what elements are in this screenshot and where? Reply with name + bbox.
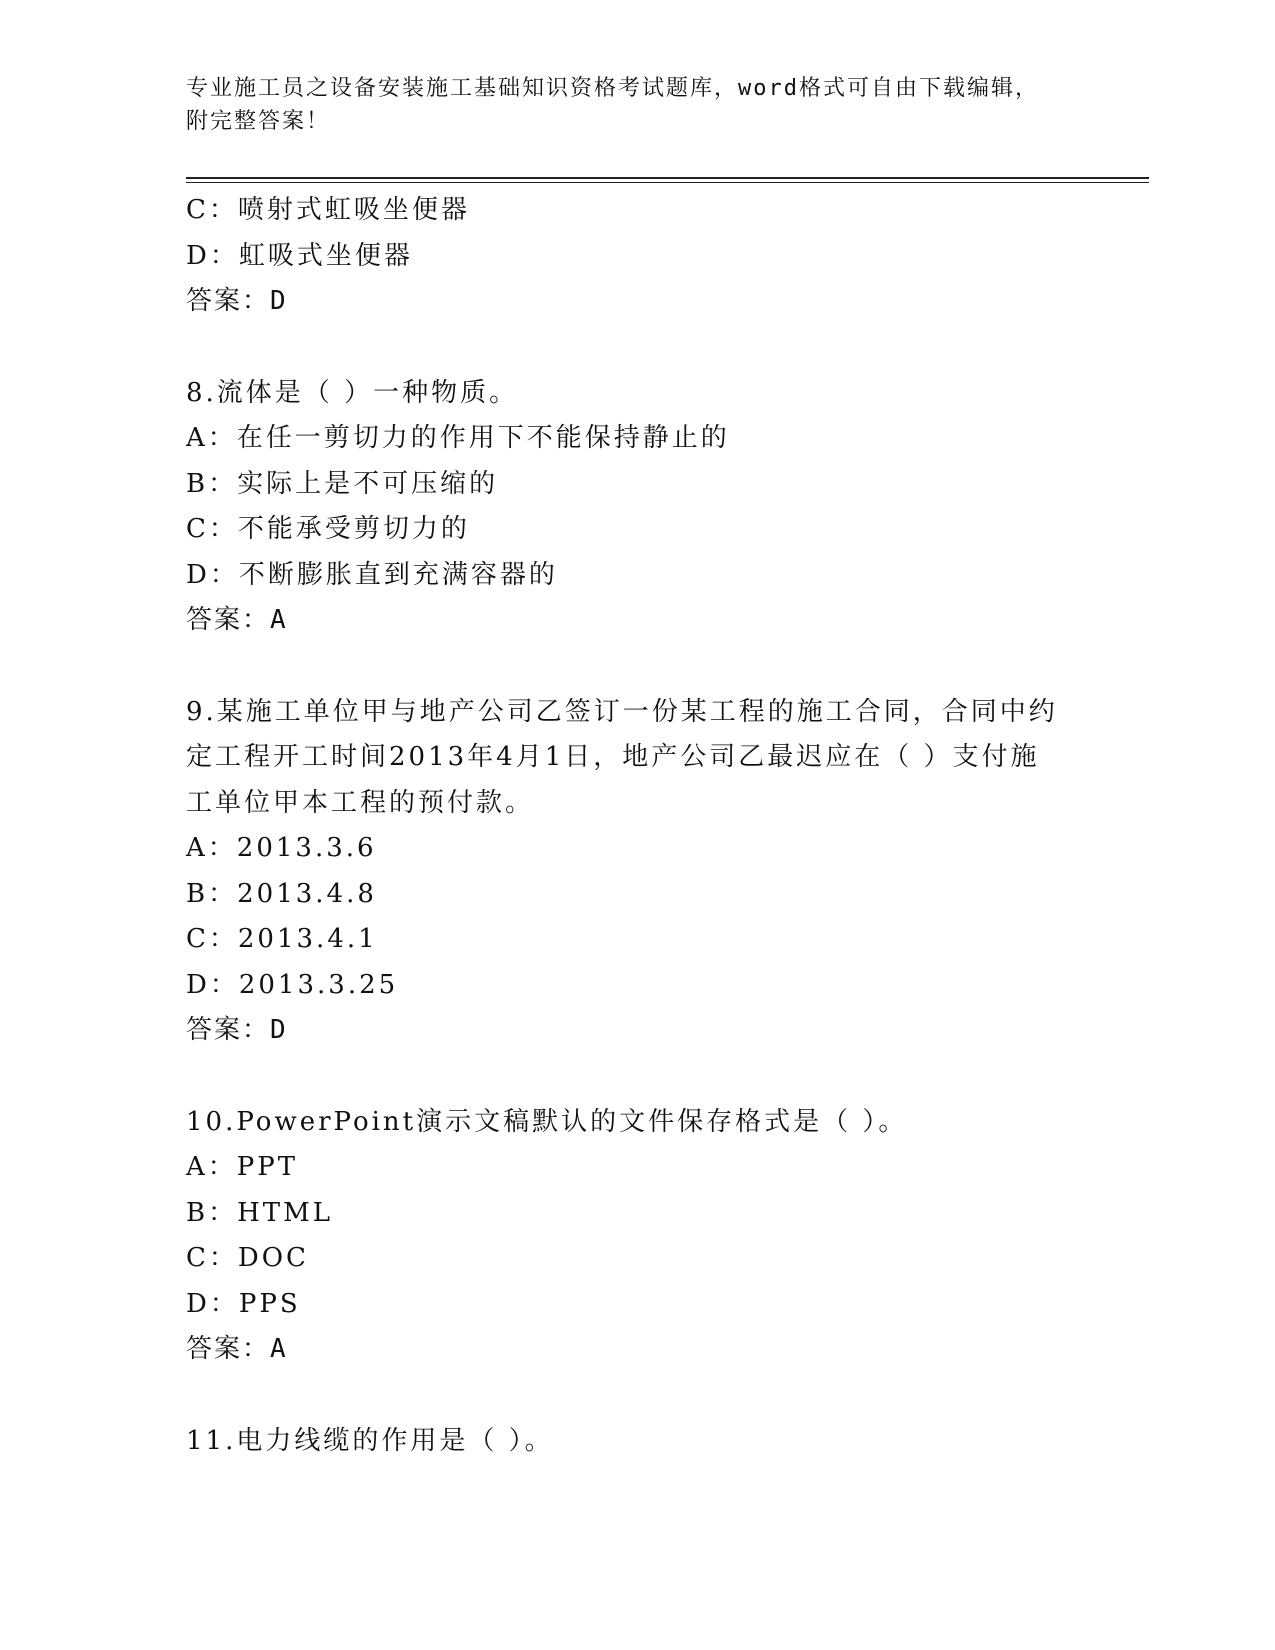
option-d: D：2013.3.25: [186, 969, 399, 1000]
option-a: A：在任一剪切力的作用下不能保持静止的: [186, 423, 730, 453]
question-stem-line-1: 9.某施工单位甲与地产公司乙签订一份某工程的施工合同，合同中约: [186, 696, 1058, 727]
option-c: C：不能承受剪切力的: [186, 514, 470, 544]
question-9: [186, 690, 1066, 1054]
question-stem-line-3: 工单位甲本工程的预付款。: [186, 787, 535, 818]
option-b: B：HTML: [186, 1197, 334, 1228]
answer-label: 答案：A: [186, 1334, 288, 1364]
question-stem: 11.电力线缆的作用是（ ）。: [186, 1425, 554, 1456]
answer-label: 答案：D: [186, 1015, 288, 1045]
option-b: B：实际上是不可压缩的: [186, 468, 499, 499]
option-c: C：喷射式虹吸坐便器: [186, 195, 470, 225]
question-8: [186, 371, 1066, 644]
question-stem: 8.流体是（ ）一种物质。: [186, 377, 519, 408]
spacer: [186, 644, 1066, 690]
header-divider-thin: [186, 182, 1149, 183]
option-d: D：虹吸式坐便器: [186, 240, 413, 271]
option-a: A：2013.3.6: [186, 833, 377, 863]
option-d: D：不断膨胀直到充满容器的: [186, 559, 558, 590]
question-stem: 10.PowerPoint演示文稿默认的文件保存格式是（ ）。: [186, 1106, 908, 1137]
header-line-1: 专业施工员之设备安装施工基础知识资格考试题库，word格式可自由下载编辑，: [186, 76, 1039, 101]
spacer: [186, 325, 1066, 371]
option-d: D：PPS: [186, 1288, 301, 1319]
spacer: [186, 1054, 1066, 1100]
option-b: B：2013.4.8: [186, 878, 377, 909]
question-7-continued: [186, 188, 1066, 325]
document-header: [186, 72, 1066, 138]
header-line-2: 附完整答案！: [186, 109, 331, 134]
header-divider-thick: [186, 177, 1149, 179]
question-11: [186, 1419, 1066, 1465]
question-stem-line-2: 定工程开工时间2013年4月1日，地产公司乙最迟应在（ ）支付施: [186, 742, 1040, 772]
option-c: C：DOC: [186, 1243, 309, 1273]
answer-label: 答案：D: [186, 286, 288, 316]
question-10: [186, 1100, 1066, 1373]
option-c: C：2013.4.1: [186, 924, 378, 954]
spacer: [186, 1373, 1066, 1419]
option-a: A：PPT: [186, 1152, 299, 1182]
answer-label: 答案：A: [186, 605, 288, 635]
document-body: [186, 188, 1066, 1464]
